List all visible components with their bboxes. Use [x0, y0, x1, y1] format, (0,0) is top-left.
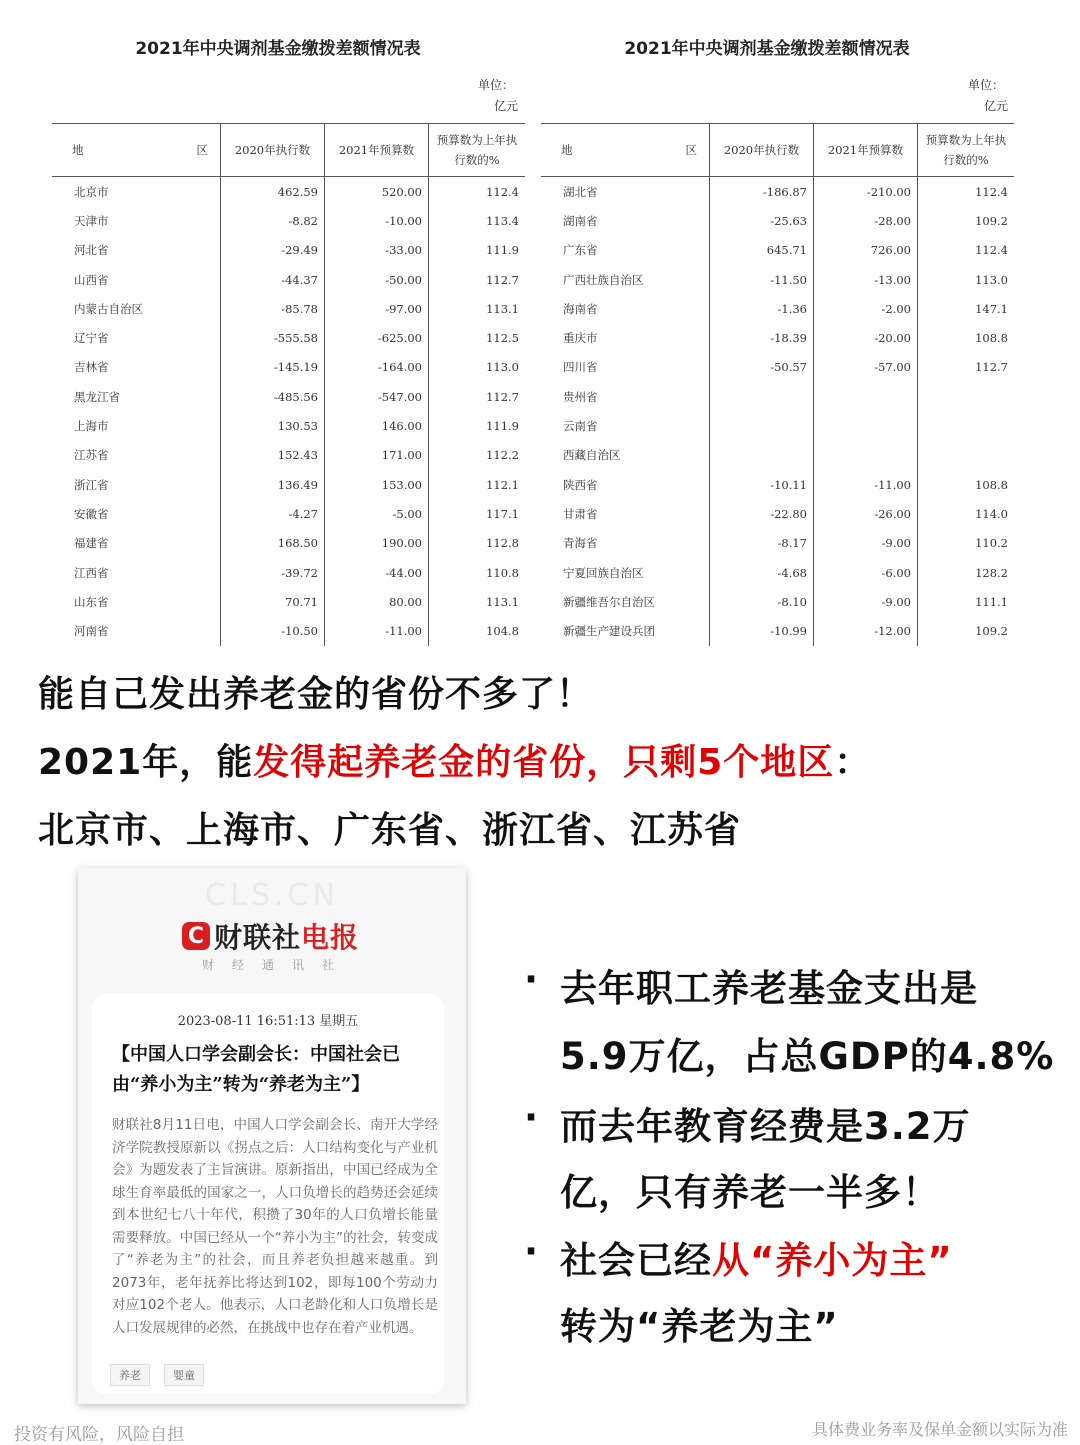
bullet-dot-2: · [524, 1096, 539, 1139]
region-name: 黑龙江省 [74, 389, 120, 404]
cell-ratio: 112.4 [429, 177, 526, 207]
bullet-3-b: 从“养小为主” [712, 1239, 953, 1282]
region-name: 湖北省 [563, 184, 598, 199]
footer-disclaimer: 具体费业务率及保单金额以实际为准 [811, 1420, 1068, 1439]
region-name: 吉林省 [74, 360, 109, 375]
table-row [541, 616, 1014, 645]
cell-region [52, 529, 221, 558]
bullet-2-line-1: 而去年教育经费是3.2万 [560, 1105, 971, 1148]
bullet-dot-3: · [524, 1230, 539, 1273]
region-name: 天津市 [74, 213, 109, 228]
cell-2020 [710, 411, 814, 440]
headline-line-3: 北京市、上海市、广东省、浙江省、江苏省 [38, 810, 742, 851]
cell-2020: -8.82 [221, 206, 325, 235]
news-title: 【中国人口学会副会长：中国社会已由“养小为主”转为“养老为主”】 [112, 1044, 400, 1095]
cell-ratio: 114.0 [918, 499, 1015, 528]
table-row [52, 529, 525, 558]
region-name: 新疆生产建设兵团 [563, 624, 655, 639]
bullet-3-line-1 [560, 1230, 953, 1284]
cell-2021: 153.00 [325, 470, 429, 499]
cell-region [52, 206, 221, 235]
cell-2020: -4.68 [710, 558, 814, 587]
cell-region [541, 470, 710, 499]
cell-2021: -28.00 [814, 206, 918, 235]
cell-2020 [710, 382, 814, 411]
region-name: 贵州省 [563, 389, 598, 404]
cell-ratio: 112.7 [429, 265, 526, 294]
cell-2021: -50.00 [325, 265, 429, 294]
cell-2020: 168.50 [221, 529, 325, 558]
cell-2020: -11.50 [710, 265, 814, 294]
cell-region [541, 353, 710, 382]
cell-ratio: 112.4 [918, 236, 1015, 265]
headline-line-2 [38, 734, 871, 785]
region-name: 江苏省 [74, 448, 109, 463]
table-row [52, 499, 525, 528]
cell-ratio: 111.9 [429, 411, 526, 440]
cell-ratio: 111.9 [429, 236, 526, 265]
bullet-3-line-2: 转为“养老为主” [560, 1305, 839, 1348]
cell-region [541, 382, 710, 411]
cell-2020: -4.27 [221, 499, 325, 528]
cell-ratio: 128.2 [918, 558, 1015, 587]
cell-region [52, 323, 221, 352]
cell-region [541, 294, 710, 323]
cell-ratio: 113.0 [918, 265, 1015, 294]
cls-logo [182, 916, 359, 956]
table-row [52, 323, 525, 352]
cell-region [52, 353, 221, 382]
table-row [541, 529, 1014, 558]
cell-ratio: 113.0 [429, 353, 526, 382]
cell-ratio: 112.2 [429, 441, 526, 470]
cell-2021: -547.00 [325, 382, 429, 411]
region-name: 重庆市 [563, 331, 598, 346]
cell-2021: -10.00 [325, 206, 429, 235]
news-inner [92, 994, 444, 1394]
cell-2020: -39.72 [221, 558, 325, 587]
cell-2020: 136.49 [221, 470, 325, 499]
cell-2020 [710, 441, 814, 470]
cls-logo-icon: C [182, 922, 210, 950]
headline-line-2-b: 发得起养老金的省份， [253, 742, 624, 783]
region-name: 山西省 [74, 272, 109, 287]
table-row [52, 236, 525, 265]
right-unit-value: 亿元 [983, 99, 1008, 113]
cell-2020: -1.36 [710, 294, 814, 323]
region-name: 浙江省 [74, 477, 109, 492]
cls-logo-text [214, 916, 359, 956]
cell-ratio: 113.1 [429, 587, 526, 616]
tag-infant[interactable]: 婴童 [164, 1364, 204, 1386]
header-region [52, 124, 221, 177]
table-row [541, 441, 1014, 470]
cell-2020: -29.49 [221, 236, 325, 265]
cell-ratio: 111.1 [918, 587, 1015, 616]
region-name: 内蒙古自治区 [74, 301, 143, 316]
cell-2021: -20.00 [814, 323, 918, 352]
table-row [52, 441, 525, 470]
table-row [541, 411, 1014, 440]
cell-region [541, 499, 710, 528]
cell-region [541, 411, 710, 440]
logo-text-a: 财联社 [214, 921, 302, 954]
header-2020: 2020年执行数 [710, 124, 814, 177]
table-row [541, 323, 1014, 352]
header-region [541, 124, 710, 177]
table-row [52, 587, 525, 616]
cell-region [52, 382, 221, 411]
region-name: 河南省 [74, 624, 109, 639]
cell-region [52, 470, 221, 499]
cell-region [52, 558, 221, 587]
cell-ratio: 108.8 [918, 470, 1015, 499]
cell-region [52, 236, 221, 265]
cell-2020: -10.11 [710, 470, 814, 499]
headline-line-2-c: 只剩5个地区 [623, 742, 835, 783]
header-2020: 2020年执行数 [221, 124, 325, 177]
cell-region [52, 587, 221, 616]
region-name: 福建省 [74, 536, 109, 551]
cell-region [52, 441, 221, 470]
news-tags [110, 1364, 204, 1386]
table-row [541, 558, 1014, 587]
cell-2021: -6.00 [814, 558, 918, 587]
region-name: 湖南省 [563, 213, 598, 228]
cell-2020: -8.17 [710, 529, 814, 558]
headline-line-2-d: ： [834, 742, 872, 783]
headline-line-1: 能自己发出养老金的省份不多了！ [38, 674, 594, 715]
cell-2021: -26.00 [814, 499, 918, 528]
header-2021: 2021年预算数 [325, 124, 429, 177]
region-name: 山东省 [74, 594, 109, 609]
cell-2020: 70.71 [221, 587, 325, 616]
cell-2021: 171.00 [325, 441, 429, 470]
region-name: 安徽省 [74, 506, 109, 521]
cell-2020: 130.53 [221, 411, 325, 440]
cell-2020: -10.99 [710, 616, 814, 645]
table-row [52, 353, 525, 382]
cell-2020: -22.80 [710, 499, 814, 528]
region-name: 宁夏回族自治区 [563, 565, 644, 580]
bullet-3-a: 社会已经 [560, 1239, 712, 1282]
table-row [541, 177, 1014, 207]
cell-ratio: 112.4 [918, 177, 1015, 207]
cell-2020: -25.63 [710, 206, 814, 235]
cell-ratio [918, 382, 1015, 411]
left-data-table [52, 123, 525, 646]
table-row [52, 206, 525, 235]
cell-region [52, 294, 221, 323]
cell-2020: -8.10 [710, 587, 814, 616]
bullet-2-line-2: 亿，只有养老一半多！ [560, 1171, 940, 1214]
cell-region [541, 206, 710, 235]
cell-2021: -2.00 [814, 294, 918, 323]
cell-ratio: 113.1 [429, 294, 526, 323]
table-row [541, 353, 1014, 382]
cell-ratio: 117.1 [429, 499, 526, 528]
cell-ratio [918, 411, 1015, 440]
table-row [52, 411, 525, 440]
cell-2020: -485.56 [221, 382, 325, 411]
table-row [52, 177, 525, 207]
table-header-row [52, 124, 525, 177]
cell-2021: -5.00 [325, 499, 429, 528]
logo-text-b: 电报 [301, 921, 360, 954]
table-row [541, 499, 1014, 528]
cell-region [52, 616, 221, 645]
cell-ratio: 113.4 [429, 206, 526, 235]
cell-2020: -44.37 [221, 265, 325, 294]
header-ratio-l1: 预算数为上年执 [925, 133, 1007, 147]
cell-2021: -11.00 [325, 616, 429, 645]
cell-ratio: 108.8 [918, 323, 1015, 352]
cell-ratio: 112.8 [429, 529, 526, 558]
region-name: 广西壮族自治区 [563, 272, 644, 287]
cell-region [541, 265, 710, 294]
cell-2020: -555.58 [221, 323, 325, 352]
cell-2021: -9.00 [814, 587, 918, 616]
region-name: 云南省 [563, 419, 598, 434]
cell-2021: -13.00 [814, 265, 918, 294]
header-ratio-l2: 行数的% [454, 153, 500, 167]
bullet-1-line-2: 5.9万亿，占总GDP的4.8% [560, 1035, 1055, 1078]
cell-region [541, 558, 710, 587]
cell-region [541, 616, 710, 645]
cell-region [52, 177, 221, 207]
cell-2021: -12.00 [814, 616, 918, 645]
bullet-1-line-1: 去年职工养老基金支出是 [560, 967, 978, 1010]
cell-2021 [814, 441, 918, 470]
headline-line-2-a: 2021年，能 [38, 742, 254, 783]
cell-2021: 726.00 [814, 236, 918, 265]
cell-2021: -44.00 [325, 558, 429, 587]
region-name: 西藏自治区 [563, 448, 621, 463]
header-2021: 2021年预算数 [814, 124, 918, 177]
header-ratio-l2: 行数的% [943, 153, 989, 167]
cell-region [541, 587, 710, 616]
region-name: 甘肃省 [563, 506, 598, 521]
header-region-b: 区 [685, 143, 697, 157]
cell-2021: -33.00 [325, 236, 429, 265]
cell-2021 [814, 382, 918, 411]
region-name: 青海省 [563, 536, 598, 551]
cell-2021: -57.00 [814, 353, 918, 382]
cell-2020: -50.57 [710, 353, 814, 382]
cell-2021: 146.00 [325, 411, 429, 440]
cell-2021: -210.00 [814, 177, 918, 207]
cell-region [541, 236, 710, 265]
bullet-dot-1: · [524, 958, 539, 1001]
cell-2020: -10.50 [221, 616, 325, 645]
cell-2020: -145.19 [221, 353, 325, 382]
table-header-row [541, 124, 1014, 177]
table-row [541, 587, 1014, 616]
cell-2021: -625.00 [325, 323, 429, 352]
table-row [52, 265, 525, 294]
table-row [541, 236, 1014, 265]
cell-2020: -18.39 [710, 323, 814, 352]
cell-region [52, 411, 221, 440]
cell-ratio [918, 441, 1015, 470]
cell-region [541, 177, 710, 207]
table-row [541, 382, 1014, 411]
right-table-title: 2021年中央调剂基金缴拨差额情况表 [624, 39, 910, 59]
region-name: 上海市 [74, 419, 109, 434]
region-name: 江西省 [74, 565, 109, 580]
cell-2020: 152.43 [221, 441, 325, 470]
cell-2021: -9.00 [814, 529, 918, 558]
table-row [52, 558, 525, 587]
cell-ratio: 112.1 [429, 470, 526, 499]
watermark: CLS.CN [205, 878, 339, 913]
footer-risk-note: 投资有风险，风险自担 [14, 1425, 184, 1445]
cell-region [52, 499, 221, 528]
table-row [52, 294, 525, 323]
header-ratio [918, 124, 1015, 177]
region-name: 辽宁省 [74, 331, 109, 346]
region-name: 河北省 [74, 243, 109, 258]
cell-2021 [814, 411, 918, 440]
cell-2021: 80.00 [325, 587, 429, 616]
cell-region [541, 323, 710, 352]
cell-ratio: 109.2 [918, 616, 1015, 645]
cell-2021: -11.00 [814, 470, 918, 499]
header-region-a: 地 [72, 143, 84, 157]
cell-2020: -85.78 [221, 294, 325, 323]
news-body: 财联社8月11日电，中国人口学会副会长、南开大学经济学院教授原新以《拐点之后：人口结构变化与产业机会》为题发表了主旨演讲。原新指出，中国已经成为全球生育率最低的国家之一，人口负增长的趋势还会延续到本世纪七八十年代，积攒了30年的人口负增长能量需要释放。中国已经从一个“养小为主”的社会，转变成了“养老为主”的社会，而且养老负担越来越重。到2073年，老年抚养比将达到102，即每100个劳动力对应102个老人。他表示，人口老龄化和人口负增长是人口发展规律的必然，在挑战中也存在着产业机遇。 [112, 1117, 438, 1336]
left-unit-label: 单位： [477, 78, 514, 92]
region-name: 新疆维吾尔自治区 [563, 594, 655, 609]
cell-region [52, 265, 221, 294]
tag-pension[interactable]: 养老 [110, 1364, 150, 1386]
table-row [52, 382, 525, 411]
table-row [52, 470, 525, 499]
region-name: 陕西省 [563, 477, 598, 492]
table-row [541, 206, 1014, 235]
news-card [78, 868, 466, 1404]
cell-ratio: 110.2 [918, 529, 1015, 558]
cell-2021: 520.00 [325, 177, 429, 207]
cell-region [541, 529, 710, 558]
cell-2020: 645.71 [710, 236, 814, 265]
header-ratio [429, 124, 526, 177]
news-timestamp: 2023-08-11 16:51:13 星期五 [177, 1014, 359, 1029]
cell-ratio: 147.1 [918, 294, 1015, 323]
header-region-b: 区 [196, 143, 208, 157]
region-name: 海南省 [563, 301, 598, 316]
region-name: 广东省 [563, 243, 598, 258]
cell-ratio: 112.7 [918, 353, 1015, 382]
table-row [52, 616, 525, 645]
cell-ratio: 110.8 [429, 558, 526, 587]
cell-2021: -164.00 [325, 353, 429, 382]
table-row [541, 294, 1014, 323]
header-region-a: 地 [561, 143, 573, 157]
cell-region [541, 441, 710, 470]
region-name: 北京市 [74, 184, 109, 199]
right-unit-label: 单位： [967, 78, 1004, 92]
cell-ratio: 104.8 [429, 616, 526, 645]
right-data-table [541, 123, 1014, 646]
header-ratio-l1: 预算数为上年执 [436, 133, 518, 147]
table-row [541, 470, 1014, 499]
cell-ratio: 112.5 [429, 323, 526, 352]
cell-ratio: 109.2 [918, 206, 1015, 235]
cell-2021: -97.00 [325, 294, 429, 323]
table-row [541, 265, 1014, 294]
region-name: 四川省 [563, 360, 598, 375]
left-unit-value: 亿元 [493, 99, 518, 113]
logo-subtitle: 财经通讯社 [201, 958, 352, 972]
cell-2020: -186.87 [710, 177, 814, 207]
cell-ratio: 112.7 [429, 382, 526, 411]
left-table-title: 2021年中央调剂基金缴拨差额情况表 [135, 39, 421, 59]
cell-2021: 190.00 [325, 529, 429, 558]
cell-2020: 462.59 [221, 177, 325, 207]
